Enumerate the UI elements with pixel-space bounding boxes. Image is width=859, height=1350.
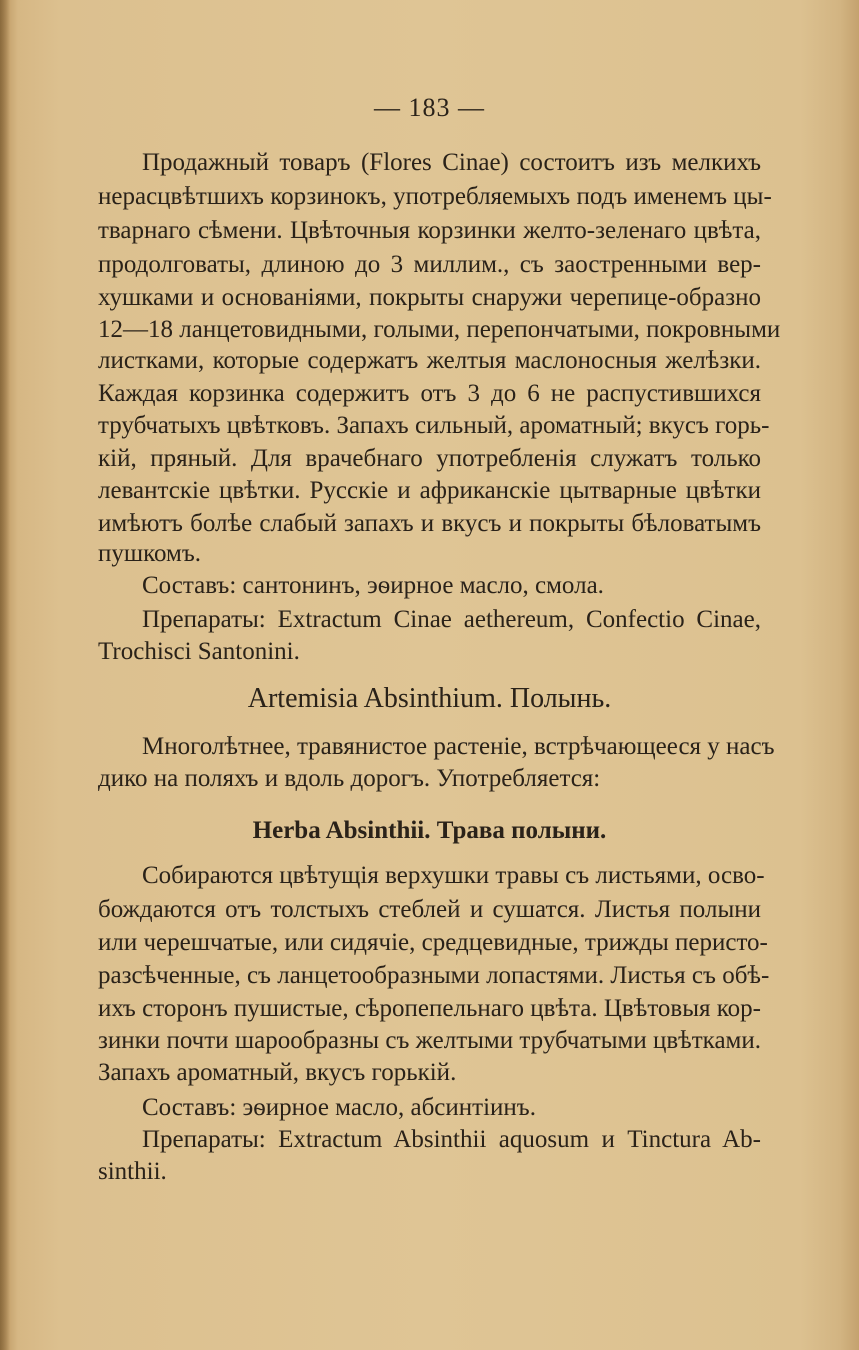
paragraph-line: листками, которые содержатъ желтыя маслоносныя желѣзки. <box>98 347 761 374</box>
preparations-line: Trochisci Santonini. <box>98 638 300 665</box>
paragraph-line: продолговаты, длиною до 3 миллим., съ заостренными вер- <box>98 251 761 278</box>
paragraph-line: дико на поляхъ и вдоль дорогъ. Употребляется: <box>98 765 601 792</box>
paragraph-line: Продажный товаръ (Flores Cinae) состоитъ изъ мелкихъ <box>142 149 761 176</box>
paragraph-line: тварнаго сѣмени. Цвѣточныя корзинки желто-зеленаго цвѣта, <box>98 217 761 244</box>
paragraph-line: имѣютъ болѣе слабый запахъ и вкусъ и покрыты бѣловатымъ <box>98 510 761 537</box>
paragraph-line: 12—18 ланцетовидными, голыми, перепончатыми, покровными <box>98 316 781 343</box>
paragraph-line: Многолѣтнее, травянистое растеніе, встрѣчающееся у насъ <box>142 733 775 760</box>
paragraph-line: трубчатыхъ цвѣтковъ. Запахъ сильный, ароматный; вкусъ горь- <box>98 412 770 439</box>
section-heading: Artemisia Absinthium. Полынь. <box>247 683 612 714</box>
subsection-heading: Herba Absinthii. Трава полыни. <box>252 817 607 844</box>
paragraph-line: Собираются цвѣтущія верхушки травы съ листьями, осво- <box>142 862 765 889</box>
composition-line: Составъ: эѳирное масло, абсинтіинъ. <box>142 1094 536 1121</box>
preparations-line: sinthii. <box>98 1158 167 1185</box>
page-edge-shadow <box>0 0 10 1350</box>
preparations-line: Препараты: Extractum Cinae aethereum, Confectio Cinae, <box>142 606 761 633</box>
paragraph-line: зинки почти шарообразны съ желтыми трубчатыми цвѣтками. <box>98 1027 761 1054</box>
page-number: — 183 — <box>374 93 485 122</box>
composition-line: Составъ: сантонинъ, эѳирное масло, смола. <box>142 572 604 599</box>
paragraph-line: бождаются отъ толстыхъ стеблей и сушатся. Листья полыни <box>98 896 761 923</box>
paragraph-line: левантскіе цвѣтки. Русскіе и африканскіе цытварные цвѣтки <box>98 477 761 504</box>
paragraph-line: или черешчатые, или сидячіе, средцевидные, трижды перисто- <box>98 929 768 956</box>
paragraph-line: кій, пряный. Для врачебнаго употребленія служатъ только <box>98 445 761 472</box>
paragraph-line: хушками и основаніями, покрыты снаружи черепице-образно <box>98 284 761 311</box>
paragraph-line: нерасцвѣтшихъ корзинокъ, употребляемыхъ подъ именемъ цы- <box>98 183 772 210</box>
paragraph-line: ихъ сторонъ пушистые, сѣропепельнаго цвѣта. Цвѣтовыя кор- <box>98 995 761 1022</box>
paragraph-line: Запахъ ароматный, вкусъ горькій. <box>98 1059 457 1086</box>
preparations-line: Препараты: Extractum Absinthii aquosum и Tinctura Ab- <box>142 1126 761 1153</box>
paragraph-line: разсѣченные, съ ланцетообразными лопастями. Листья съ обѣ- <box>98 962 770 989</box>
paragraph-line: Каждая корзинка содержитъ отъ 3 до 6 не распустившихся <box>98 380 761 407</box>
paragraph-line: пушкомъ. <box>98 540 202 567</box>
